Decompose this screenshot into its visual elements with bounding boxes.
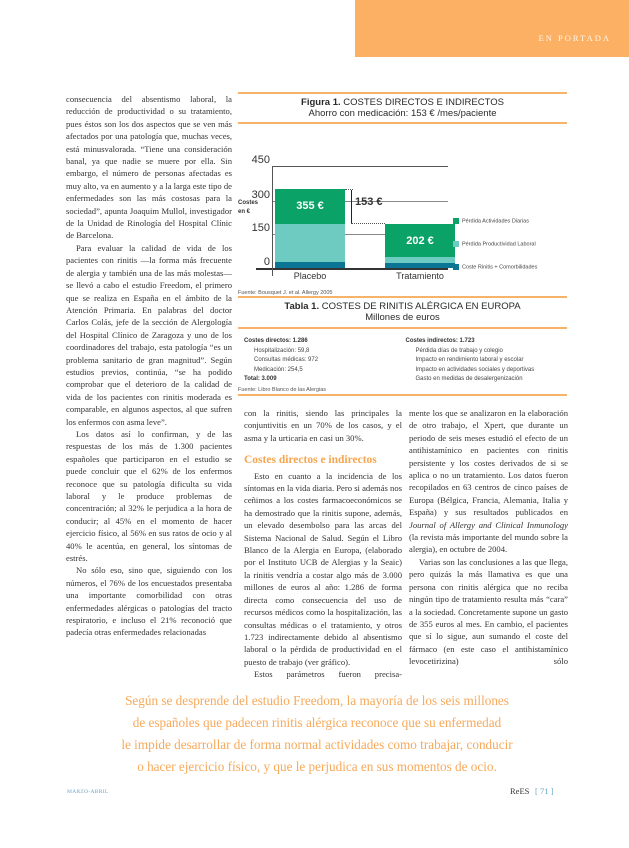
- segment-coste-rinitis: [275, 262, 345, 268]
- pull-quote-line: Según se desprende del estudio Freedom, la mayoría de los seis millones: [125, 693, 509, 708]
- bar-tratamiento: [385, 224, 455, 268]
- section-subheading: Costes directos e indirectos: [244, 454, 377, 467]
- section-label: EN PORTADA: [538, 33, 611, 43]
- table-source: Fuente: Libro Blanco de las Alergias: [238, 387, 567, 396]
- bar-placebo: [275, 189, 345, 268]
- legend-swatch: [453, 218, 459, 224]
- paragraph: Esto en cuanto a la incidencia de los síntomas en la vida diaria. Pero si además nos ceñimos a los costes farmacoeconómicos se ha demostrado que la rinitis supone, además, un elevado desembolso para las arcas del Sistema Nacional de Salud. Según el Libro Blanco de la Alergia en Europa, (elaborado por el Instituto UCB de Alergias y la Seaic) la rinitis vendría a costar algo más de 3.000 millones de euros al año: 1.286 de forma directa como consecuencia del uso de recursos médicos como la hospitalización, las consultas médicas o el tratamiento, y otros 1.723 indirectamente debido al absentismo laboral o la pérdida de productividad en el puesto de trabajo (ver gráfico).: [244, 470, 402, 667]
- issue-label: MARZO-ABRIL: [67, 789, 109, 795]
- pull-quote: [66, 690, 568, 778]
- table-body: [238, 329, 567, 387]
- paragraph: Para evaluar la calidad de vida de los pacientes con rinitis —la forma más frecuente de alergia y también una de las más molestas— se llevó a cabo el estudio Freedom, el primero que se realiza en España en el ámbito de la Atención Primaria. En palabras del doctor Carlos Colás, jefe de la sección de Alergología del Hospital Clínico de Zaragoza y uno de los coordinadores del trabajo, esta patología “es un problema sanitario de gran magnitud”. Según estudios previos, continúa, “se ha podido comprobar que el deterioro de la calidad de vida de los pacientes con rinitis moderada es comparable, en algunos aspectos, al que sufren los enfermos con asma leve”.: [66, 242, 232, 427]
- x-label-placebo: Placebo: [293, 271, 327, 281]
- bar-total-label: 355 €: [296, 200, 324, 212]
- table-item: Medicación: 254,5: [254, 366, 303, 373]
- figure-subtitle: Ahorro con medicación: 153 € /mes/paciente: [308, 108, 497, 119]
- table-label: Tabla 1.: [284, 301, 320, 312]
- table-item: Consultas médicas: 972: [254, 357, 319, 363]
- direct-costs-column: [244, 337, 406, 385]
- legend-swatch: [453, 264, 459, 270]
- figure-costs-chart: [238, 92, 567, 296]
- legend-item-coste-rinitis: Coste Rinitis + Comorbilidades: [453, 264, 537, 270]
- table-item: Hospitalización: 59,8: [254, 347, 310, 354]
- diff-bottom-marker: [351, 223, 385, 224]
- x-label-tratamiento: Tratamiento: [396, 271, 444, 281]
- y-tick-450: 450: [251, 154, 270, 166]
- table-title-text: COSTES DE RINITIS ALÉRGICA EN EUROPA: [321, 301, 521, 312]
- table-title: [238, 298, 567, 327]
- stacked-bar-chart: [238, 124, 567, 284]
- article-column-1: [66, 93, 232, 639]
- paragraph: con la rinitis, siendo las principales la conjuntivitis en un 70% de los casos, y el asma y la urticaria en casi un 30%.: [244, 408, 402, 443]
- paragraph: Estos parámetros fueron precisa-: [254, 669, 402, 680]
- article-column-3: [409, 407, 568, 668]
- paragraph: No sólo eso, sino que, siguiendo con los números, el 76% de los encuestados presentaba una importante comorbilidad con otras enfermedades alérgicas o patologías del tracto respiratorio, e incluso el 21% reconoció que padecía otras enfermedades relacionadas: [66, 565, 232, 638]
- segment-coste-rinitis: [385, 263, 455, 268]
- figure-title-text: COSTES DIRECTOS E INDIRECTOS: [343, 97, 504, 108]
- paragraph: mente los que se analizaron en la elaboración de otro trabajo, el Xpert, que durante un periodo de seis meses estudió el efecto de un antihistamínico en pacientes con rinitis persistente y los costes derivados de si se aplica o no un tratamiento. Los datos fueron recopilados en 63 centros de cinco países de Europa (Bélgica, Francia, Alemania, Italia y España) y sus resultados publicados en Journal of Allergy and Clinical Inmunology (la revista más importante del mundo sobre la alergia), en octubre de 2004.: [409, 408, 568, 555]
- table-costs-europe: [238, 296, 567, 396]
- indirect-costs-column: [406, 337, 568, 385]
- paragraph: Varias son las conclusiones a las que llega, pero quizás la más llamativa es que una persona con rinitis alérgica que no reciba ningún tipo de tratamiento resulta más “cara” a la sociedad. Concretamente supone un gasto de 355 euros al mes. En cambio, el pacientes que sí lo sigue, aun sumando el coste del fármaco (en este caso el antihistamínico levocetirizina) sólo: [409, 556, 568, 667]
- y-tick-0: 0: [263, 256, 270, 268]
- pull-quote-line: le impide desarrollar de forma normal actividades como trabajar, conducir: [121, 737, 513, 752]
- x-axis: [256, 268, 448, 270]
- diff-arrow: [351, 190, 352, 224]
- table-item: Impacto en actividades sociales y deportivas: [415, 366, 535, 373]
- paragraph: Los datos así lo confirman, y de las respuestas de los más de 1.300 pacientes españoles que participaron en el estudio se puede concluir que el 62% de los enfermos reconoce que su patología dificulta su vida laboral y le produce problemas de concentración; al 32% le perjudica a la hora de conducir; al 45% en el momento de hacer ejercicio físico, al 56% en sus ratos de ocio y al 40% le acentúa, en general, los síntomas de estrés.: [66, 428, 232, 564]
- indirect-costs-heading: Costes indirectos: 1.723: [405, 338, 475, 344]
- total-costs: Total: 3.009: [244, 376, 277, 382]
- pull-quote-line: o hacer ejercicio físico, y que le perjudica en sus momentos de ocio.: [137, 759, 497, 774]
- table-subtitle: Millones de euros: [365, 312, 440, 323]
- y-axis-label: Costes en €: [238, 200, 259, 215]
- bar-total-label: 202 €: [406, 235, 434, 247]
- legend-item-productividad: Pérdida Productividad Laboral: [453, 241, 536, 247]
- gridline-450: [272, 166, 448, 167]
- table-item: Impacto en rendimiento laboral y escolar: [415, 357, 524, 363]
- figure-title: [238, 94, 567, 122]
- y-tick-150: 150: [251, 222, 270, 234]
- legend-item-actividades: Pérdida Actividades Diarias: [453, 218, 529, 224]
- direct-costs-heading: Costes directos: 1.286: [244, 338, 308, 344]
- legend-swatch: [453, 241, 459, 247]
- figure-source: Fuente: Bousquet J. et al. Allergy 2005: [238, 290, 333, 296]
- table-item: Gasto en medidas de desalergenización: [415, 376, 523, 382]
- page-number: [ 71 ]: [535, 786, 554, 796]
- figure-label: Figura 1.: [301, 97, 341, 108]
- segment-perdida-productividad: [275, 224, 345, 262]
- y-tick-300: 300: [251, 189, 270, 201]
- y-axis: [272, 166, 273, 276]
- journal-title: Journal of Allergy and Clinical Inmunology: [409, 519, 568, 530]
- pull-quote-line: de españoles que padecen rinitis alérgica reconoce que su enfermedad: [132, 715, 502, 730]
- difference-label: 153 €: [355, 196, 383, 208]
- magazine-logo: ReES: [510, 786, 530, 796]
- paragraph: consecuencia del absentismo laboral, la reducción de productividad o su tratamiento, pues éstos son los dos aspectos que se ven más afectados por una patología que, muchas veces, está minusvalorada. “Tiene una consideración banal, ya que nadie se muere por ella. Sin embargo, el número de personas afectadas es muy alto, va en aumento y a la larga este tipo de enfermedades son las más costosas para la sociedad”, apunta Joaquim Mullol, investigador de la Unidad de Rinología del Hospital Clínic de Barcelona.: [66, 94, 232, 241]
- section-header-band: [355, 0, 629, 57]
- article-column-2: [244, 407, 402, 681]
- table-item: Pérdida días de trabajo y colegio: [415, 347, 503, 354]
